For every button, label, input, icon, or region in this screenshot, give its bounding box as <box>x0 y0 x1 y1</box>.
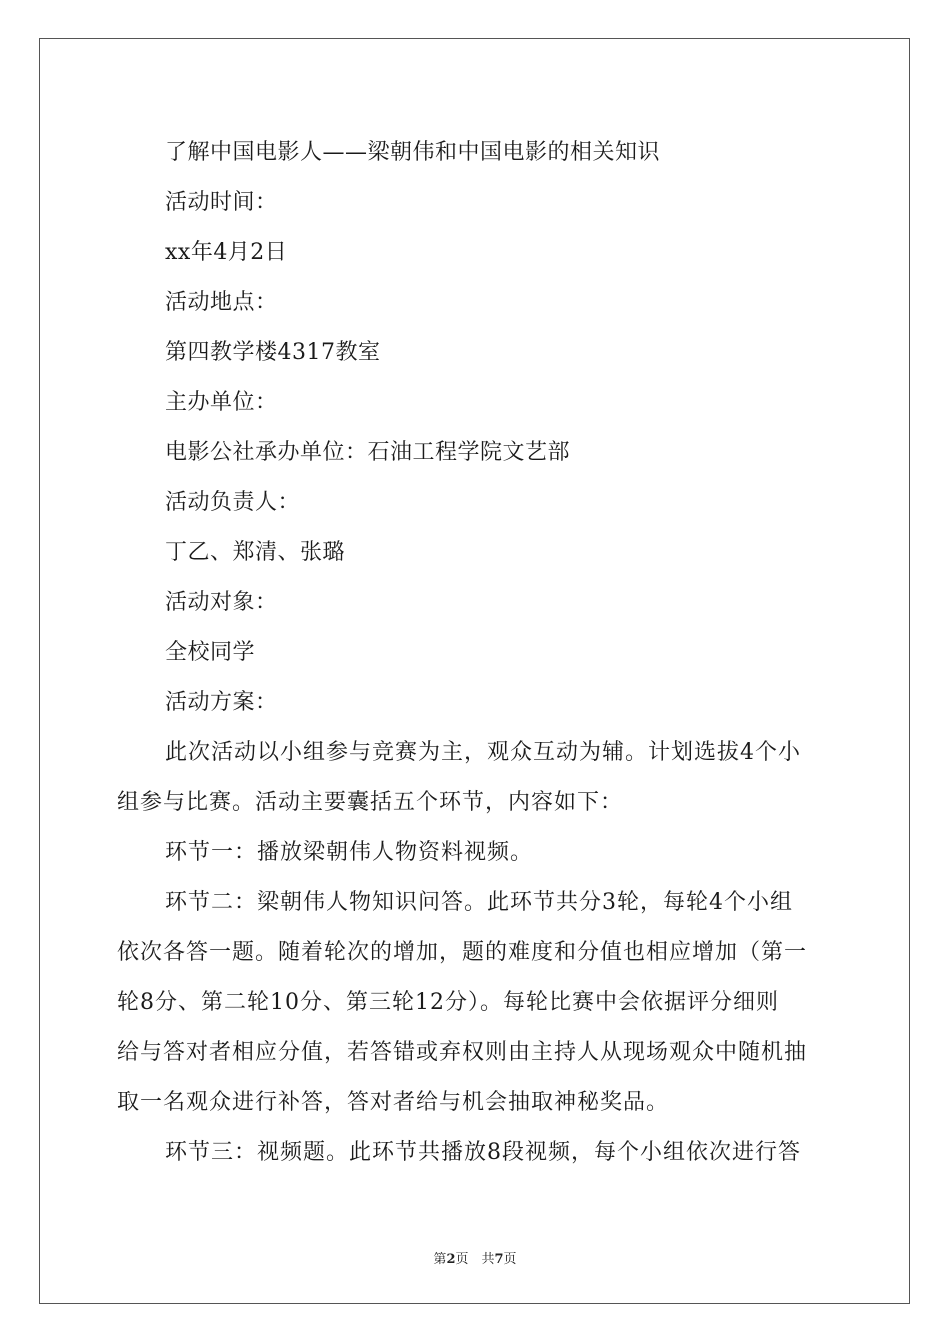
document-title: 了解中国电影人——梁朝伟和中国电影的相关知识 <box>165 140 661 165</box>
text-line: xx年4月2日 <box>165 240 288 265</box>
text-line: 主办单位： <box>165 390 278 415</box>
paragraph-line: 轮8分、第二轮10分、第三轮12分）。每轮比赛中会依据评分细则 <box>117 990 779 1015</box>
paragraph-line: 取一名观众进行补答，答对者给与机会抽取神秘奖品。 <box>117 1090 670 1115</box>
text-line: 活动时间： <box>165 190 278 215</box>
paragraph-line: 此次活动以小组参与竞赛为主，观众互动为辅。计划选拔4个小 <box>165 740 801 765</box>
paragraph-line: 给与答对者相应分值，若答错或弃权则由主持人从现场观众中随机抽 <box>117 1040 808 1065</box>
paragraph-line: 依次各答一题。随着轮次的增加，题的难度和分值也相应增加（第一 <box>117 940 808 965</box>
text-line: 全校同学 <box>165 640 256 665</box>
paragraph-line: 环节三：视频题。此环节共播放8段视频，每个小组依次进行答 <box>165 1140 801 1165</box>
footer-current-page: 2 <box>446 1252 456 1267</box>
text-line: 电影公社承办单位：石油工程学院文艺部 <box>165 440 571 465</box>
text-line: 活动地点： <box>165 290 278 315</box>
text-line: 第四教学楼4317教室 <box>165 340 381 365</box>
footer-suffix: 页 <box>503 1252 517 1267</box>
footer-mid: 页 共 <box>455 1252 495 1267</box>
paragraph-line: 环节二：梁朝伟人物知识问答。此环节共分3轮，每轮4个小组 <box>165 890 793 915</box>
footer-total-pages: 7 <box>494 1252 504 1267</box>
paragraph-line: 环节一：播放梁朝伟人物资料视频。 <box>165 840 534 865</box>
paragraph-line: 组参与比赛。活动主要囊括五个环节，内容如下： <box>117 790 624 815</box>
text-line: 丁乙、郑清、张璐 <box>165 540 346 565</box>
footer-prefix: 第 <box>433 1252 447 1267</box>
page-footer <box>0 1248 950 1267</box>
text-line: 活动对象： <box>165 590 278 615</box>
text-line: 活动负责人： <box>165 490 301 515</box>
text-line: 活动方案： <box>165 690 278 715</box>
